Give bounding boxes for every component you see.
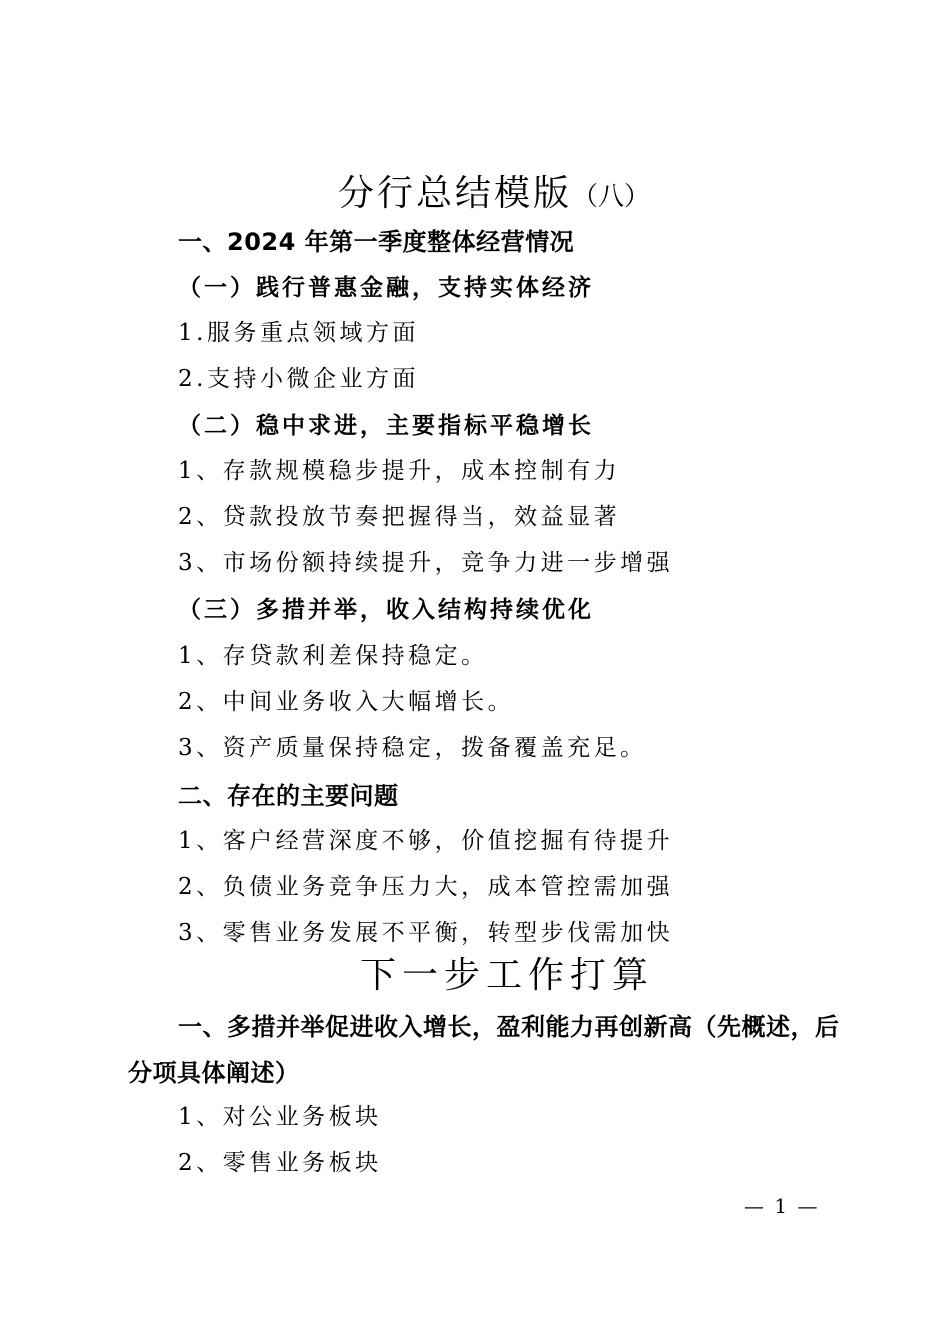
document-title <box>338 173 651 214</box>
section-1-sub-3: （三）多措并举，收入结构持续优化 <box>178 596 594 623</box>
plan-paragraph-1-heading: 一、多措并举促进收入增长，盈利能力再创新高（先概述，后分项具体阐述） <box>128 1013 840 1087</box>
section-2-item-1: 1、客户经营深度不够，价值挖掘有待提升 <box>178 828 674 854</box>
section-2-item-2: 2、负债业务竞争压力大，成本管控需加强 <box>178 874 674 900</box>
section-1-sub-3-item-3: 3、资产质量保持稳定，拨备覆盖充足。 <box>178 735 647 761</box>
section-1-heading: 一、2024 年第一季度整体经营情况 <box>178 228 575 256</box>
plan-item-1: 1、对公业务板块 <box>178 1104 382 1130</box>
section-1-sub-2: （二）稳中求进，主要指标平稳增长 <box>178 412 594 439</box>
page-number: — 1 — <box>744 1194 820 1218</box>
document-title-suffix: （八） <box>572 182 651 212</box>
section-1-sub-3-item-1: 1、存贷款利差保持稳定。 <box>178 643 488 669</box>
section-1-sub-1: （一）践行普惠金融，支持实体经济 <box>178 274 594 301</box>
section-1-sub-2-item-2: 2、贷款投放节奏把握得当，效益显著 <box>178 504 621 530</box>
section-2-item-3: 3、零售业务发展不平衡，转型步伐需加快 <box>178 920 674 946</box>
section-1-sub-2-item-1: 1、存款规模稳步提升，成本控制有力 <box>178 458 621 484</box>
section-1-sub-1-item-1: 1.服务重点领域方面 <box>178 320 419 346</box>
section-1-sub-2-item-3: 3、市场份额持续提升，竞争力进一步增强 <box>178 550 674 576</box>
plan-title: 下一步工作打算 <box>360 955 655 996</box>
section-2-heading: 二、存在的主要问题 <box>178 782 399 810</box>
plan-item-2: 2、零售业务板块 <box>178 1150 382 1176</box>
section-1-sub-3-item-2: 2、中间业务收入大幅增长。 <box>178 689 515 715</box>
section-1-sub-1-item-2: 2.支持小微企业方面 <box>178 366 419 392</box>
document-title-main: 分行总结模版 <box>338 173 573 214</box>
